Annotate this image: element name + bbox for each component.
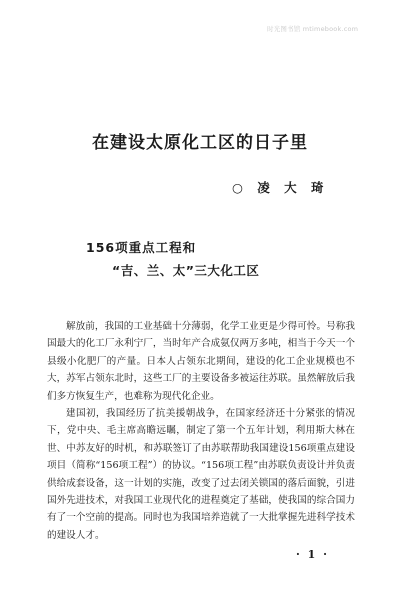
- section-heading-line-2: “吉、兰、太”三大化工区: [112, 263, 260, 278]
- chapter-title: 在建设太原化工区的日子里: [92, 133, 308, 153]
- paragraph-2: 建国初，我国经历了抗美援朝战争，在国家经济还十分紧张的情况下，党中央、毛主席高瞻远瞩，制定了第一个五年计划，利用斯大林在世、中苏友好的时机，和苏联签订了由苏联帮助我国建设156项重点建设项目（简称“156项工程”）的协议。“156项工程”由苏联负责设计并负责供给成套设备，这一计划的实施，改变了过去闭关锁国的落后面貌，引进国外先进技术，对我国工业现代化的进程奠定了基础，使我国的综合国力有了一个空前的提高。同时也为我国培养造就了一大批掌握先进科学技术的建设人才。: [47, 408, 355, 541]
- author-byline: ○ 凌 大 琦: [232, 180, 329, 195]
- body-text: [47, 318, 355, 544]
- page-number: · 1 ·: [296, 548, 329, 561]
- section-heading-line-1: 156项重点工程和: [86, 240, 197, 255]
- watermark: 时光图书馆 mtimebook.com: [267, 25, 359, 33]
- paragraph-1: 解放前，我国的工业基础十分薄弱，化学工业更是少得可怜。号称我国最大的化工厂永利宁厂，当时年产合成氨仅两万多吨，相当于今天一个县级小化肥厂的产量。日本人占领东北期间，建设的化工企业规模也不大，苏军占领东北时，这些工厂的主要设备多被运往苏联。虽然解放后我们多方恢复生产，也难称为现代化企业。: [47, 321, 355, 402]
